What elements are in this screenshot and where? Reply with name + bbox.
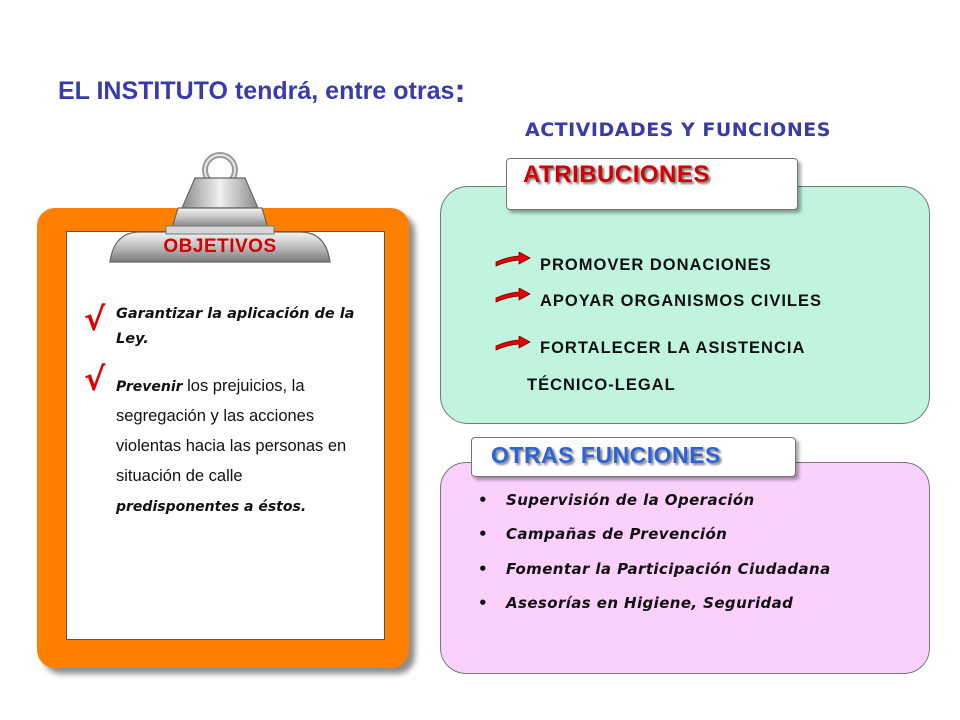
atribucion-item-continuation: TÉCNICO-LEGAL — [527, 376, 676, 394]
checkmark-icon: √ — [84, 360, 106, 398]
page-title: EL INSTITUTO tendrá, entre otras: — [58, 72, 466, 110]
objetivo-item-2: Prevenir los prejuicios, la segregación y las acciones violentas hacia las personas en situación de calle predisponentes a éstos. — [116, 377, 347, 516]
checkmark-icon: √ — [84, 300, 106, 338]
atribucion-item: APOYAR ORGANISMOS CIVILES — [540, 292, 823, 310]
atribuciones-title: ATRIBUCIONES — [523, 161, 710, 188]
list-item: • Supervisión de la Operación — [478, 490, 898, 510]
arrow-icon — [495, 336, 531, 352]
list-item: • Fomentar la Participación Ciudadana — [478, 559, 898, 579]
section-subtitle: ACTIVIDADES Y FUNCIONES — [525, 119, 831, 141]
atribucion-item: PROMOVER DONACIONES — [540, 256, 772, 274]
atribucion-item: FORTALECER LA ASISTENCIA — [540, 339, 806, 357]
objetivos-label: OBJETIVOS — [163, 236, 277, 257]
arrow-icon — [495, 252, 531, 268]
arrow-icon — [495, 288, 531, 304]
objetivo-item-1: Garantizar la aplicación de la Ley. — [116, 306, 355, 348]
otras-funciones-title: OTRAS FUNCIONES — [491, 442, 721, 468]
list-item: • Campañas de Prevención — [478, 524, 898, 544]
list-item: • Asesorías en Higiene, Seguridad — [478, 593, 898, 613]
otras-funciones-list — [478, 490, 898, 627]
